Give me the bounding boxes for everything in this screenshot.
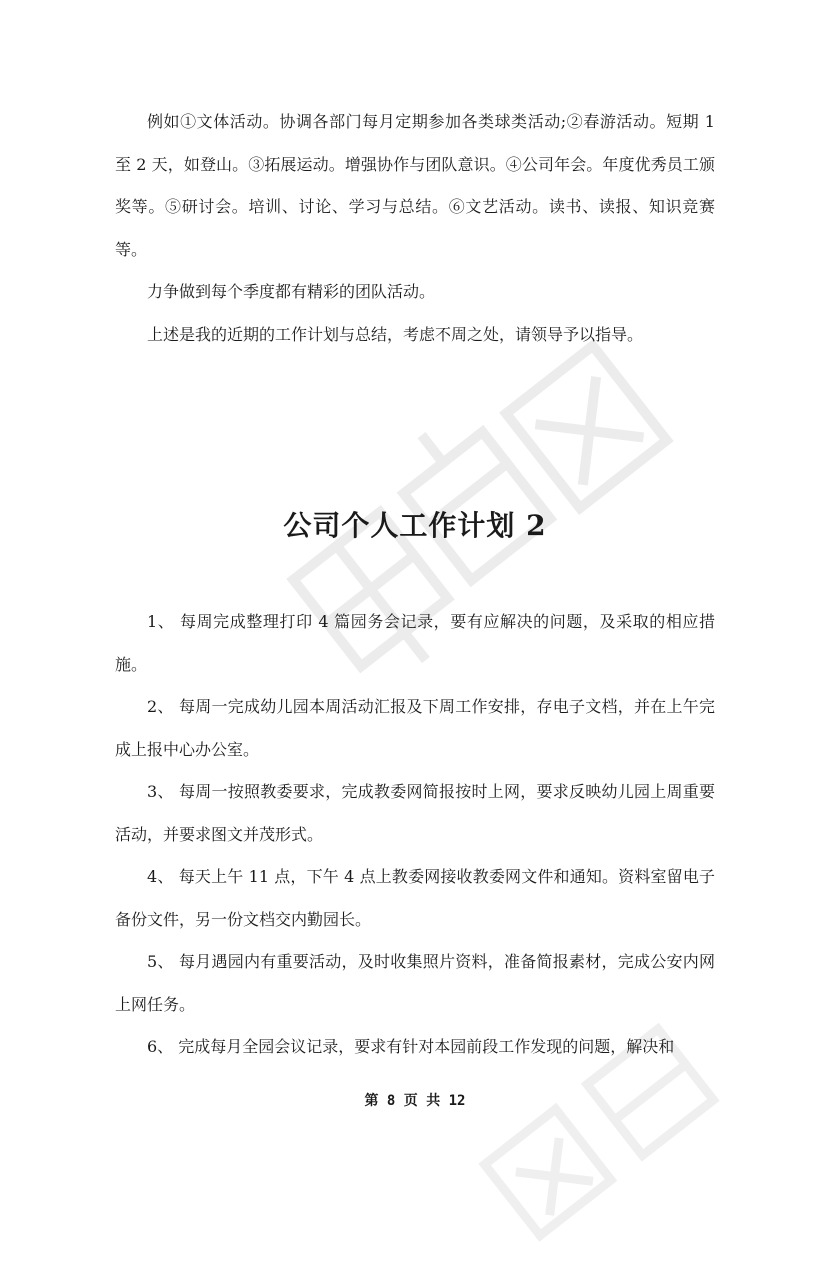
section-one-body [115, 101, 715, 356]
paragraph-quarterly-goal: 力争做到每个季度都有精彩的团队活动。 [147, 282, 436, 301]
list-item: 2、 每周一完成幼儿园本周活动汇报及下周工作安排，存电子文档，并在上午完成上报中心办公室。 [115, 697, 715, 759]
list-item: 1、 每周完成整理打印 4 篇园务会记录，要有应解决的问题，及采取的相应措施。 [115, 612, 715, 674]
list-item: 4、 每天上午 11 点，下午 4 点上教委网接收教委网文件和通知。资料室留电子备份文件，另一份文档交内勤园长。 [115, 867, 715, 929]
document-heading: 公司个人工作计划 2 [283, 509, 547, 542]
paragraph-closing: 上述是我的近期的工作计划与总结，考虑不周之处，请领导予以指导。 [147, 324, 644, 344]
paragraph-activities: 例如①文体活动。协调各部门每月定期参加各类球类活动;②春游活动。短期 1 至 2 天，如登山。③拓展运动。增强协作与团队意识。④公司年会。年度优秀员工颁奖等。⑤研讨会。培训、讨论、学习与总结。⑥文艺活动。读书、读报、知识竞赛等。 [115, 112, 715, 259]
list-item: 5、 每月遇园内有重要活动，及时收集照片资料，准备简报素材，完成公安内网上网任务。 [115, 952, 715, 1014]
page-number-footer: 第 8 页 共 12 [364, 1093, 466, 1109]
list-item: 3、 每周一按照教委要求，完成教委网简报按时上网，要求反映幼儿园上周重要活动，并要求图文并茂形式。 [115, 782, 715, 844]
section-two-body [115, 601, 715, 1069]
list-item: 6、 完成每月全园会议记录，要求有针对本园前段工作发现的问题，解决和 [147, 1037, 675, 1056]
